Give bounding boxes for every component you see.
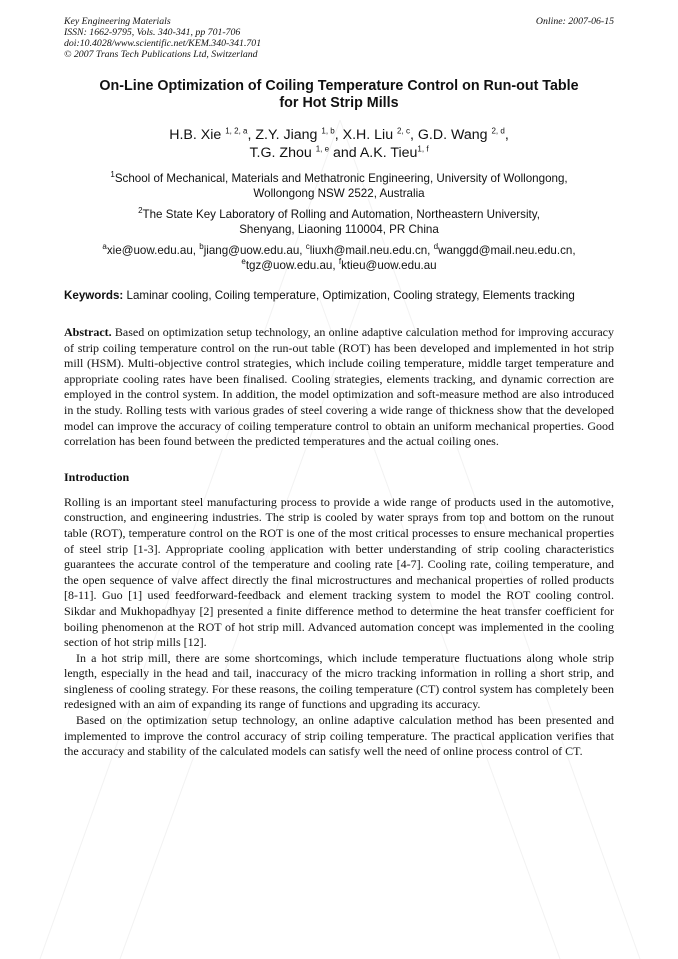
email-line-2 <box>64 258 614 273</box>
section-heading-introduction: Introduction <box>64 469 130 484</box>
author-line-1 <box>64 126 614 144</box>
journal-copyright: © 2007 Trans Tech Publications Ltd, Switzerland <box>64 49 258 60</box>
author-separator: , <box>334 127 339 143</box>
keywords-label: Keywords: <box>64 289 124 302</box>
email-link[interactable]: tgz@uow.edu.au, <box>245 259 336 272</box>
email-line-1 <box>64 243 614 258</box>
title-line-1: On-Line Optimization of Coiling Temperature Control on Run-out Table <box>99 78 579 94</box>
journal-doi: doi:10.4028/www.scientific.net/KEM.340-341.701 <box>64 38 262 49</box>
affiliation-mark: 2 <box>138 206 143 216</box>
paper-title <box>64 78 614 112</box>
email-link[interactable]: liuxh@mail.neu.edu.cn, <box>309 244 431 257</box>
author-separator: , <box>247 127 252 143</box>
affiliation-1-line-1 <box>64 171 614 186</box>
author-list <box>64 126 614 162</box>
email-mark: a <box>102 242 107 252</box>
abstract <box>64 325 614 450</box>
journal-header <box>64 16 614 60</box>
author-name: T.G. Zhou <box>249 145 312 161</box>
online-date: Online: 2007-06-15 <box>535 16 614 27</box>
affiliation-text: School of Mechanical, Materials and Methatronic Engineering, University of Wollongong, <box>114 172 568 185</box>
author-name: G.D. Wang <box>417 127 488 143</box>
author-name: H.B. Xie <box>169 127 222 143</box>
abstract-text: Based on optimization setup technology, an online adaptive calculation method for improving accuracy of strip coiling temperature control on the run-out table (ROT) has been developed and implemented in hot strip mill (HSM). Multi-objective control strategies, which include coiling temperature, middle target temperature and appropriate cooling rates have been finalised. Cooling strategies, elements tracking, and dynamic correction are employed in the control system. In addition, the model optimization and soft-measure method are also introduced in the study. Rolling tests with various grades of steel covering a wide range of thickness show that the developed model can improve the accuracy of coiling temperature control to obtain an uniform mechanical properties. Good correlation has been found between the predicted temperatures and the actual coiling ones. <box>64 325 615 449</box>
intro-paragraph-2: In a hot strip mill, there are some shortcomings, which include temperature fluctuations along whole strip length, especially in the head and tail, inaccuracy of the micro tracking information in rolling a short strip, and singleness of cooling strategy. For these reasons, the coiling temperature (CT) control system has completely been redesigned with an aim of expanding its range of functions and upgrading its accuracy. <box>64 650 614 712</box>
email-mark: f <box>338 257 342 267</box>
author-line-2 <box>64 144 614 162</box>
author-name: Z.Y. Jiang <box>255 127 318 143</box>
journal-issn: ISSN: 1662-9795, Vols. 340-341, pp 701-706 <box>64 27 241 38</box>
affiliation-2-line-2: Shenyang, Liaoning 110004, PR China <box>239 223 439 236</box>
paper-page <box>64 16 614 760</box>
intro-paragraph-1: Rolling is an important steel manufacturing process to provide a wide range of products used in the automotive, construction, and engineering industries. The strip is cooled by water sprays from top and bottom on the runout table (ROT), temperature control on the ROT is one of the most critical processes to ensure mechanical properties of steel strip [1-3]. Appropriate cooling application with better understanding of strip cooling characteristics guarantees the accurate control of the temperature and cooling rate [4-7]. Cooling rate, coiling temperature, and the open sequence of valve affect directly the final microstructures and mechanical properties of rolled products [8-11]. Guo [1] used feedforward-feedback and element tracking system to model the ROT cooling control. Sikdar and Mukhopadhyay [2] presented a finite difference method to determine the heat transfer coefficient for boiling phenomenon at the ROT of hot strip mill. Advanced automation concept was implemented in the cooling section of hot strip mills [12]. <box>64 494 614 650</box>
author-separator: , <box>504 127 509 143</box>
email-mark: e <box>241 257 246 267</box>
author-affiliation-mark: 2, d <box>491 126 505 136</box>
author-affiliation-mark: 1, 2, a <box>225 126 248 136</box>
title-line-2: for Hot Strip Mills <box>279 95 399 111</box>
author-separator: , <box>409 127 414 143</box>
email-link[interactable]: xie@uow.edu.au, <box>106 244 196 257</box>
author-conjunction: and <box>333 145 357 161</box>
author-name: X.H. Liu <box>342 127 394 143</box>
email-link[interactable]: jiang@uow.edu.au, <box>203 244 303 257</box>
keywords-text: Laminar cooling, Coiling temperature, Optimization, Cooling strategy, Elements tracking <box>126 289 575 302</box>
journal-name: Key Engineering Materials <box>64 16 171 27</box>
email-mark: d <box>433 242 439 252</box>
author-emails <box>64 243 614 273</box>
affiliation-2 <box>64 207 614 237</box>
abstract-label: Abstract. <box>64 325 112 339</box>
affiliation-1 <box>64 171 614 201</box>
author-affiliation-mark: 1, b <box>321 126 335 136</box>
author-affiliation-mark: 2, c <box>397 126 410 136</box>
email-link[interactable]: wanggd@mail.neu.edu.cn, <box>438 244 576 257</box>
author-affiliation-mark: 1, e <box>315 144 330 154</box>
keywords <box>64 288 614 303</box>
affiliation-1-line-2: Wollongong NSW 2522, Australia <box>253 187 425 200</box>
email-link[interactable]: ktieu@uow.edu.au <box>341 259 437 272</box>
affiliation-text: The State Key Laboratory of Rolling and Automation, Northeastern University, <box>142 208 540 221</box>
intro-paragraph-3: Based on the optimization setup technology, an online adaptive calculation method has been presented and implemented to improve the control accuracy of strip coiling temperature. The practical application verifies that the accuracy and stability of the calculated models can satisfy well the need of online process control of CT. <box>64 713 614 759</box>
affiliation-2-line-1 <box>64 207 614 222</box>
author-name: A.K. Tieu <box>359 145 418 161</box>
author-affiliation-mark: 1, f <box>417 144 429 154</box>
affiliation-mark: 1 <box>110 170 115 180</box>
email-mark: b <box>199 242 204 252</box>
email-mark: c <box>305 242 310 252</box>
